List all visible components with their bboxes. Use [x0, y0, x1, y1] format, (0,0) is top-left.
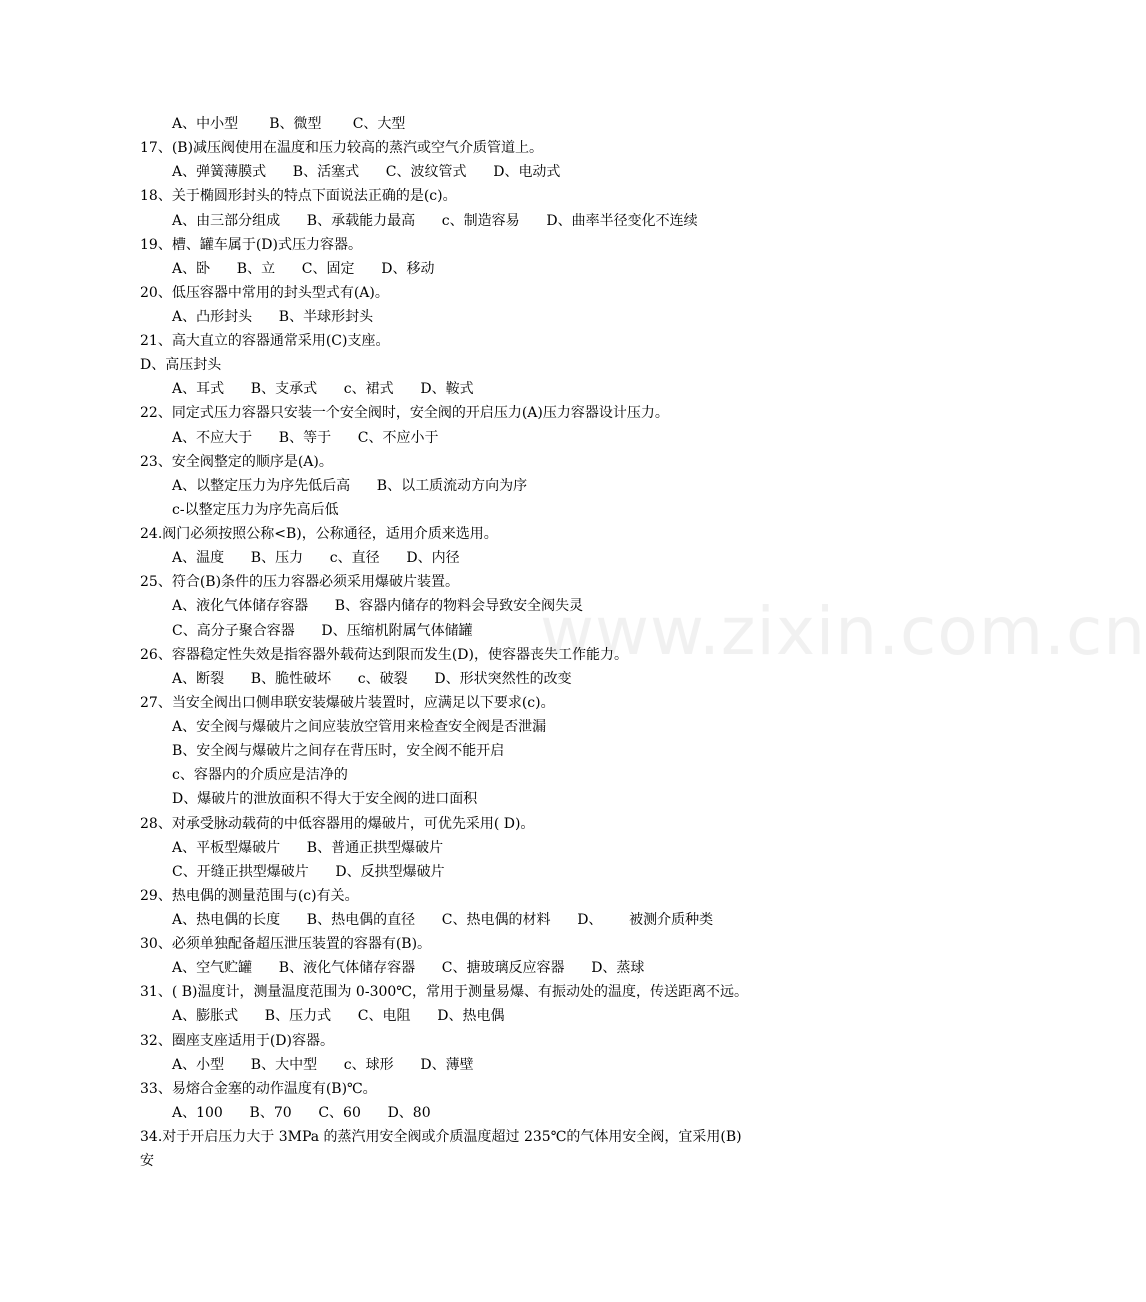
question-line: 30、必须单独配备超压泄压装置的容器有(B)。: [140, 936, 432, 953]
option-line: A、100 B、70 C、60 D、80: [172, 1104, 431, 1121]
question-line: 32、圈座支座适用于(D)容器。: [140, 1032, 334, 1049]
option-line: A、平板型爆破片 B、普通正拱型爆破片: [172, 839, 444, 856]
question-line: 27、当安全阀出口侧串联安装爆破片装置时，应满足以下要求(c)。: [140, 694, 555, 711]
question-line: 19、槽、罐车属于(D)式压力容器。: [140, 236, 362, 253]
option-line: c-以整定压力为序先高后低: [172, 501, 339, 518]
option-line: A、热电偶的长度 B、热电偶的直径 C、热电偶的材料 D、 被测介质种类: [172, 912, 714, 928]
question-line: 17、(B)减压阀使用在温度和压力较高的蒸汽或空气介质管道上。: [140, 140, 544, 157]
question-line: 34.对于开启压力大于 3MPa 的蒸汽用安全阀或介质温度超过 235℃的气体用安全阀，宜采用(B): [140, 1129, 742, 1145]
option-line: A、卧 B、立 C、固定 D、移动: [172, 260, 435, 277]
option-line: A、凸形封头 B、半球形封头: [172, 309, 374, 325]
option-line: A、膨胀式 B、压力式 C、电阻 D、热电偶: [172, 1008, 505, 1025]
option-line: C、开缝正拱型爆破片 D、反拱型爆破片: [172, 863, 445, 880]
question-line: 22、同定式压力容器只安装一个安全阀时，安全阀的开启压力(A)压力容器设计压力。: [140, 405, 669, 422]
option-line: D、爆破片的泄放面积不得大于安全阀的进口面积: [172, 791, 478, 808]
question-line: 29、热电偶的测量范围与(c)有关。: [140, 887, 359, 904]
watermark: www.zixin.com.cn: [540, 593, 1146, 670]
question-line: 23、安全阀整定的顺序是(A)。: [140, 453, 333, 470]
option-line: B、安全阀与爆破片之间存在背压时，安全阀不能开启: [172, 743, 505, 760]
option-line: A、空气贮罐 B、液化气体储存容器 C、搪玻璃反应容器 D、蒸球: [172, 960, 645, 977]
option-line: A、以整定压力为序先低后高 B、以工质流动方向为序: [172, 477, 528, 494]
question-line: D、高压封头: [140, 357, 222, 374]
question-line: 18、关于椭圆形封头的特点下面说法正确的是(c)。: [140, 188, 457, 205]
option-line: A、液化气体储存容器 B、容器内储存的物料会导致安全阀失灵: [172, 598, 584, 615]
question-line: 21、高大直立的容器通常采用(C)支座。: [140, 333, 390, 350]
option-line: A、温度 B、压力 c、直径 D、内径: [172, 550, 460, 567]
option-line: c、容器内的介质应是洁净的: [172, 767, 348, 784]
option-line: A、由三部分组成 B、承载能力最高 c、制造容易 D、曲率半径变化不连续: [172, 212, 698, 229]
option-line: A、断裂 B、脆性破坏 c、破裂 D、形状突然性的改变: [172, 670, 572, 687]
option-line: C、高分子聚合容器 D、压缩机附属气体储罐: [172, 622, 473, 639]
question-line: 26、容器稳定性失效是指容器外载荷达到限而发生(D)，使容器丧失工作能力。: [140, 646, 628, 663]
question-line: 安: [140, 1153, 154, 1170]
option-line: A、中小型 B、微型 C、大型: [172, 116, 406, 132]
option-line: A、弹簧薄膜式 B、活塞式 C、波纹管式 D、电动式: [172, 164, 561, 181]
question-line: 28、对承受脉动载荷的中低容器用的爆破片，可优先采用( D)。: [140, 815, 535, 832]
question-line: 33、易熔合金塞的动作温度有(B)℃。: [140, 1080, 377, 1097]
option-line: A、小型 B、大中型 c、球形 D、薄壁: [172, 1056, 474, 1073]
question-line: 24.阀门必须按照公称<B)，公称通径，适用介质来选用。: [140, 526, 498, 542]
question-line: 25、符合(B)条件的压力容器必须采用爆破片装置。: [140, 574, 460, 591]
option-line: A、安全阀与爆破片之间应装放空管用来检查安全阀是否泄漏: [172, 719, 547, 735]
question-line: 31、( B)温度计，测量温度范围为 0-300℃，常用于测量易爆、有振动处的温度，传送距离不远。: [140, 984, 748, 1001]
option-line: A、不应大于 B、等于 C、不应小于: [172, 429, 439, 446]
option-line: A、耳式 B、支承式 c、裙式 D、鞍式: [172, 381, 474, 398]
question-line: 20、低压容器中常用的封头型式有(A)。: [140, 284, 389, 301]
